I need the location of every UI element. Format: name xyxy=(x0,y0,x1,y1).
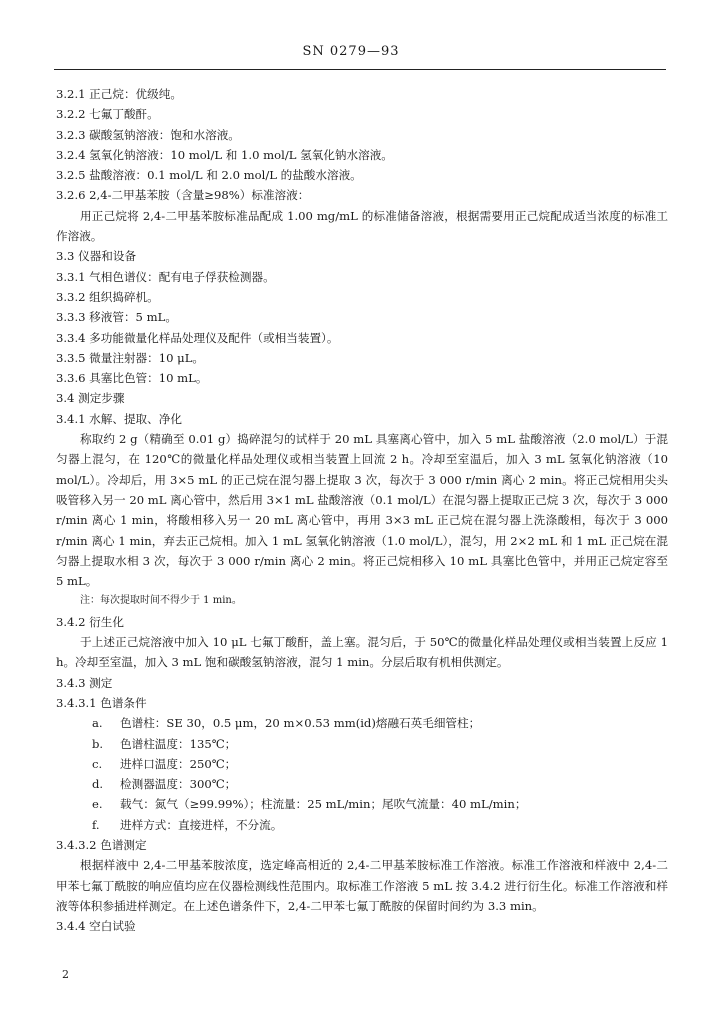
list-item xyxy=(56,815,668,835)
list-item-letter: e. xyxy=(92,797,103,812)
section-3-4: 3.4 测定步骤 xyxy=(56,391,125,406)
clause-3-4-2: 3.4.2 衍生化 xyxy=(56,614,124,629)
clause-3-3-5: 3.3.5 微量注射器：10 μL。 xyxy=(56,350,205,365)
clause-3-2-3: 3.2.3 碳酸氢钠溶液：饱和水溶液。 xyxy=(56,127,240,142)
list-item-letter: b. xyxy=(92,736,104,751)
clause-3-4-3-2: 3.4.3.2 色谱测定 xyxy=(56,837,147,852)
clause-3-2-6: 3.2.6 2,4-二甲基苯胺（含量≥98%）标准溶液： xyxy=(56,188,310,203)
list-item-letter: c. xyxy=(92,756,103,771)
list-item-text: 色谱柱温度：135℃； xyxy=(120,736,237,751)
clause-3-4-3: 3.4.3 测定 xyxy=(56,675,113,690)
list-item-text: 进样口温度：250℃； xyxy=(120,756,237,771)
clause-3-3-2: 3.3.2 组织捣碎机。 xyxy=(56,289,159,304)
page-number: 2 xyxy=(62,968,69,981)
clause-3-3-4: 3.3.4 多功能微量化样品处理仪及配件（或相当装置）。 xyxy=(56,330,339,345)
list-item xyxy=(56,754,668,774)
clause-3-2-4: 3.2.4 氢氧化钠溶液：10 mol/L 和 1.0 mol/L 氢氧化钠水溶液。 xyxy=(56,147,393,162)
clause-3-4-3-1: 3.4.3.1 色谱条件 xyxy=(56,695,147,710)
note-extraction-time: 注：每次提取时间不得少于 1 min。 xyxy=(80,595,242,607)
list-item-text: 色谱柱：SE 30，0.5 μm，20 m×0.53 mm(id)熔融石英毛细管柱； xyxy=(120,716,481,731)
clause-3-3-3: 3.3.3 移液管：5 mL。 xyxy=(56,310,177,325)
list-item-letter: d. xyxy=(92,777,104,792)
document-body xyxy=(56,84,668,936)
list-item-letter: a. xyxy=(92,716,103,731)
list-item xyxy=(56,713,668,733)
list-item-text: 检测器温度：300℃； xyxy=(120,777,237,792)
header-rule xyxy=(54,69,666,70)
clause-3-2-1: 3.2.1 正己烷：优级纯。 xyxy=(56,87,182,101)
clause-3-2-2: 3.2.2 七氟丁酸酐。 xyxy=(56,107,159,122)
paragraph-hydrolysis: 称取约 2 g（精确至 0.01 g）捣碎混匀的试样于 20 mL 具塞离心管中，加入 5 mL 盐酸溶液（2.0 mol/L）于混匀器上混匀，在 120℃的微量化样品处理仪或相当装置上回流 2 h。冷却至室温后，加入 3 mL 氢氧化钠溶液（10 mol/L）。冷却后，用 3×5 mL 的正己烷在混匀器上提取 3 次，每次于 3 000 r/min 离心 2 min。将正己烷相用尖头吸管移入另一 20 mL 离心管中，然后用 3×1 mL 盐酸溶液（0.1 mol/L）在混匀器上提取正己烷 3 次，每次于 3 000 r/min 离心 1 min，将酸相移入另一 20 mL 离心管中，再用 3×3 mL 正己烷在混匀器上洗涤酸相，每次于 3 000 r/min 离心 1 min，弃去正己烷相。加入 1 mL 氢氧化钠溶液（1.0 mol/L），混匀，用 2×2 mL 和 1 mL 正己烷在混匀器上提取水相 3 次，每次于 3 000 r/min 离心 2 min。将正己烷相移入 10 mL 具塞比色管中，并用正己烷定容至 5 mL。 xyxy=(56,432,668,589)
clause-3-3-1: 3.3.1 气相色谱仪：配有电子俘获检测器。 xyxy=(56,269,275,284)
list-item xyxy=(56,774,668,794)
clause-3-4-4: 3.4.4 空白试验 xyxy=(56,919,136,934)
paragraph-chromatographic-determination: 根据样液中 2,4-二甲基苯胺浓度，选定峰高相近的 2,4-二甲基苯胺标准工作溶液。标准工作溶液和样液中 2,4-二甲苯七氟丁酰胺的响应值均应在仪器检测线性范围内。取标准工作溶液 5 mL 按 3.4.2 进行衍生化。标准工作溶液和样液等体积参插进样测定。在上述色谱条件下，2,4-二甲苯七氟丁酰胺的保留时间约为 3.3 min。 xyxy=(56,858,668,913)
standard-number-header: SN 0279—93 xyxy=(302,44,400,59)
list-item-letter: f. xyxy=(92,817,100,832)
paragraph-derivatization: 于上述正己烷溶液中加入 10 μL 七氟丁酸酐，盖上塞。混匀后，于 50℃的微量化样品处理仪或相当装置上反应 1 h。冷却至室温，加入 3 mL 饱和碳酸氢钠溶液，混匀 1 min。分层后取有机相供测定。 xyxy=(56,635,668,670)
list-item-text: 载气：氮气（≥99.99%）；柱流量：25 mL/min；尾吹气流量：40 mL/min； xyxy=(120,797,527,812)
section-3-3: 3.3 仪器和设备 xyxy=(56,249,137,264)
clause-3-3-6: 3.3.6 具塞比色管：10 mL。 xyxy=(56,371,208,386)
list-item xyxy=(56,734,668,754)
clause-3-4-1: 3.4.1 水解、提取、净化 xyxy=(56,411,182,426)
list-item xyxy=(56,794,668,814)
clause-3-2-5: 3.2.5 盐酸溶液：0.1 mol/L 和 2.0 mol/L 的盐酸水溶液。 xyxy=(56,168,362,183)
paragraph-standard-solution: 用正己烷将 2,4-二甲基苯胺标准品配成 1.00 mg/mL 的标准储备溶液，根据需要用正己烷配成适当浓度的标准工作溶液。 xyxy=(56,208,668,244)
list-item-text: 进样方式：直接进样，不分流。 xyxy=(120,817,283,832)
